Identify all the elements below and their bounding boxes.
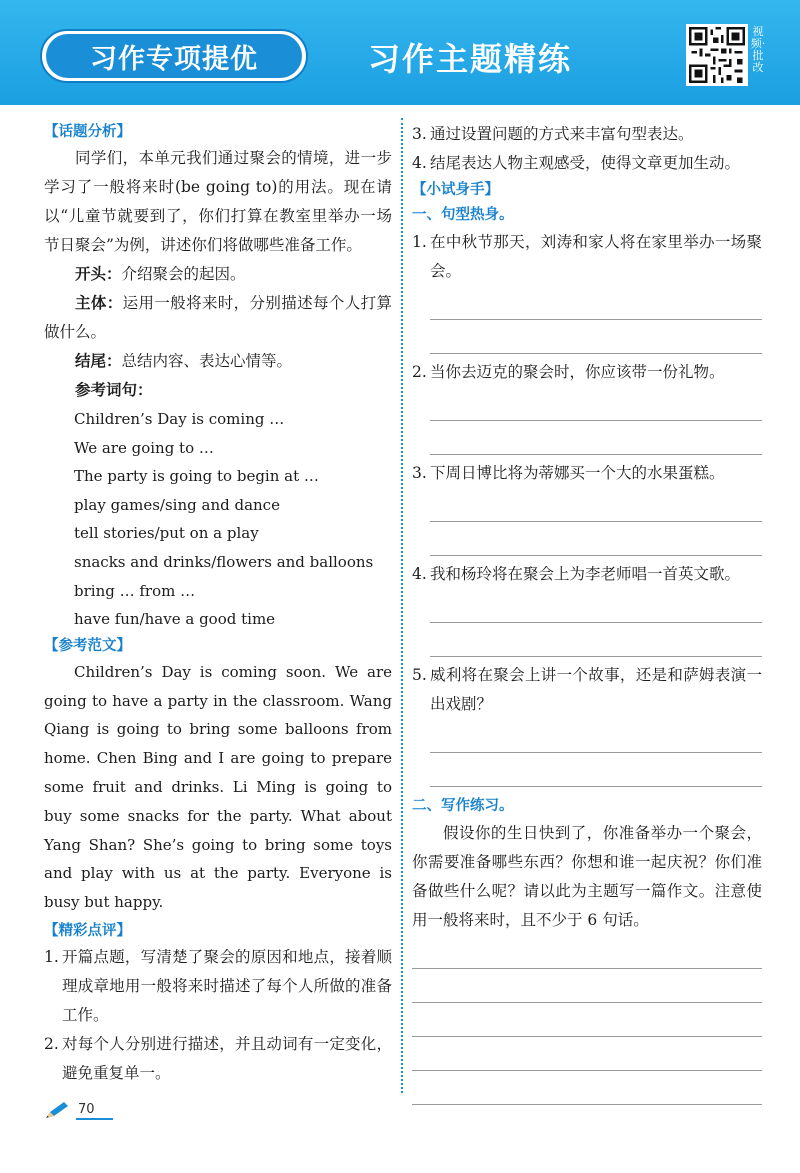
question-item: 2. 当你去迈克的聚会时，你应该带一份礼物。 (412, 363, 725, 381)
practice-tag: 【小试身手】 (412, 182, 499, 198)
answer-line[interactable] (430, 522, 762, 556)
phrase-item: have fun/have a good time (74, 610, 276, 629)
sample-essay-text: Children’s Day is coming soon. We are going to have a party in the classroom. Wang Qiang is going to bring some balloons from home. Chen Bing and I are going to prepare some fruit and drinks. Li Ming is going to buy some snacks for the party. What about Yang Shan? She’s going to bring some toys and play with us at the party. Everyone is busy but happy. (44, 662, 392, 912)
writing-line[interactable] (412, 935, 762, 969)
phrase-item: The party is going to begin at … (74, 467, 319, 486)
answer-line[interactable] (430, 589, 762, 623)
section-badge-label: 习作专项提优 (90, 43, 258, 75)
answer-line[interactable] (430, 387, 762, 421)
pencil-icon (44, 1100, 72, 1120)
left-column (44, 120, 392, 1088)
answer-line[interactable] (430, 719, 762, 753)
outline-opening (44, 260, 392, 289)
answer-line[interactable] (430, 623, 762, 657)
comment-item: 2. 对每个人分别进行描述，并且动词有一定变化，避免重复单一。 (44, 1034, 392, 1082)
qr-code-icon (686, 24, 748, 86)
question-item: 3. 下周日博比将为蒂娜买一个大的水果蛋糕。 (412, 464, 725, 482)
phrase-item: We are going to … (74, 438, 214, 457)
right-column (412, 120, 762, 1105)
comment-tag: 【精彩点评】 (44, 922, 131, 939)
qr-side-label: 视频·批改 (750, 25, 766, 74)
question-item: 1. 在中秋节那天，刘涛和家人将在家里举办一场聚会。 (412, 233, 762, 280)
phrase-item: Children’s Day is coming … (74, 410, 285, 428)
writing-prompt: 假设你的生日快到了，你准备举办一个聚会，你需要准备哪些东西？你想和谁一起庆祝？你们准备做些什么呢？请以此为主题写一篇作文。注意使用一般将来时，且不少于 6 句话。 (412, 824, 762, 929)
opening-label: 开头： (75, 265, 122, 283)
body-label: 主体： (75, 294, 123, 312)
topic-analysis-tag: 【话题分析】 (44, 124, 131, 140)
writing-line[interactable] (412, 1003, 762, 1037)
column-divider (401, 118, 403, 1093)
answer-line[interactable] (430, 488, 762, 522)
phrase-item: tell stories/put on a play (74, 524, 259, 543)
question-item: 5. 威利将在聚会上讲一个故事，还是和萨姆表演一出戏剧？ (412, 666, 762, 713)
writing-line[interactable] (412, 1037, 762, 1071)
page-title: 习作主题精练 (368, 40, 573, 78)
writing-line[interactable] (412, 969, 762, 1003)
phrase-item: bring … from … (74, 581, 196, 600)
phrase-item: snacks and drinks/flowers and balloons (74, 552, 374, 571)
reference-phrases-label: 参考词句： (75, 381, 153, 399)
sample-essay-tag: 【参考范文】 (44, 637, 131, 654)
writing-line[interactable] (412, 1071, 762, 1105)
section-badge (40, 29, 308, 83)
writing-heading: 二、写作练习。 (412, 798, 514, 814)
outline-body (44, 289, 392, 347)
answer-line[interactable] (430, 286, 762, 320)
warmup-heading: 一、句型热身。 (412, 207, 514, 223)
topic-analysis-text: 同学们，本单元我们通过聚会的情境，进一步学习了一般将来时(be going to)的用法。现在请以“儿童节就要到了，你们打算在教室里举办一场节日聚会”为例，讲述你们将做哪些准备工作。 (44, 149, 392, 254)
comment-item: 1. 开篇点题，写清楚了聚会的原因和地点，接着顺理成章地用一般将来时描述了每个人所做的准备工作。 (44, 947, 392, 1024)
answer-line[interactable] (430, 320, 762, 354)
answer-line[interactable] (430, 421, 762, 455)
answer-line[interactable] (430, 753, 762, 787)
comment-item: 3. 通过设置问题的方式来丰富句型表达。 (412, 125, 694, 143)
comment-item: 4. 结尾表达人物主观感受，使得文章更加生动。 (412, 154, 741, 172)
body-text: 运用一般将来时，分别描述每个人打算做什么。 (44, 294, 392, 341)
ending-label: 结尾： (75, 352, 122, 370)
question-item: 4. 我和杨玲将在聚会上为李老师唱一首英文歌。 (412, 565, 741, 583)
phrase-item: play games/sing and dance (74, 495, 280, 514)
page-number: 70 (76, 1102, 113, 1120)
page-footer (44, 1100, 113, 1120)
opening-text: 介绍聚会的起因。 (121, 265, 246, 283)
outline-ending (44, 347, 392, 376)
ending-text: 总结内容、表达心情等。 (121, 352, 293, 370)
page-header (0, 0, 800, 105)
